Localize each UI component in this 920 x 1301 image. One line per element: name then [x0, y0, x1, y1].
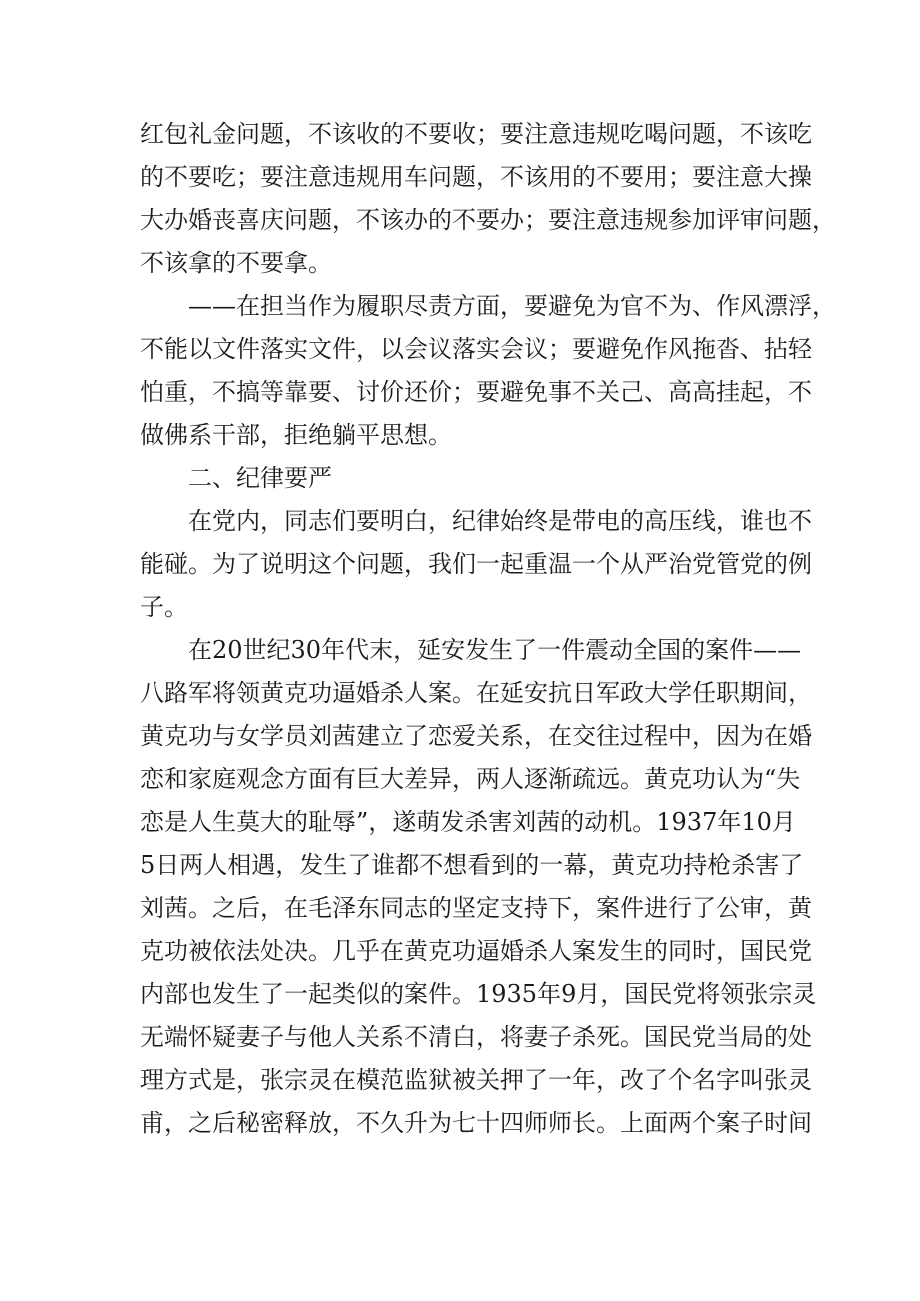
text-line: ——在担当作为履职尽责方面，要避免为官不为、作风漂浮， [188, 292, 836, 320]
text-line: 不能以文件落实文件，以会议落实会议；要避免作风拖沓、拈轻 [140, 335, 812, 363]
text-line: 在党内，同志们要明白，纪律始终是带电的高压线，谁也不 [188, 507, 812, 535]
section-heading: 二、纪律要严 [188, 464, 332, 492]
text-line: 理方式是，张宗灵在模范监狱被关押了一年，改了个名字叫张灵 [140, 1066, 812, 1094]
text-line: 恋和家庭观念方面有巨大差异，两人逐渐疏远。黄克功认为“失 [140, 765, 801, 793]
text-line: 八路军将领黄克功逼婚杀人案。在延安抗日军政大学任职期间， [140, 679, 812, 707]
text-line: 5日两人相遇，发生了谁都不想看到的一幕，黄克功持枪杀害了 [140, 851, 804, 879]
text-line: 内部也发生了一起类似的案件。1935年9月，国民党将领张宗灵 [140, 980, 817, 1008]
text-line: 无端怀疑妻子与他人关系不清白，将妻子杀死。国民党当局的处 [140, 1023, 812, 1051]
text-line: 甫，之后秘密释放，不久升为七十四师师长。上面两个案子时间 [140, 1109, 812, 1137]
text-line: 在20世纪30年代末，延安发生了一件震动全国的案件—— [188, 636, 802, 664]
text-line: 恋是人生莫大的耻辱”，遂萌发杀害刘茜的动机。1937年10月 [140, 808, 796, 836]
text-line: 克功被依法处决。几乎在黄克功逼婚杀人案发生的同时，国民党 [140, 937, 812, 965]
text-line: 红包礼金问题，不该收的不要收；要注意违规吃喝问题，不该吃 [140, 120, 812, 148]
text-line: 黄克功与女学员刘茜建立了恋爱关系，在交往过程中，因为在婚 [140, 722, 812, 750]
text-line: 大办婚丧喜庆问题，不该办的不要办；要注意违规参加评审问题， [140, 206, 836, 234]
text-line: 的不要吃；要注意违规用车问题，不该用的不要用；要注意大操 [140, 163, 812, 191]
text-line: 怕重，不搞等靠要、讨价还价；要避免事不关己、高高挂起，不 [140, 378, 812, 406]
text-line: 不该拿的不要拿。 [140, 249, 332, 277]
text-line: 子。 [140, 593, 188, 621]
text-line: 刘茜。之后，在毛泽东同志的坚定支持下，案件进行了公审，黄 [140, 894, 812, 922]
text-line: 做佛系干部，拒绝躺平思想。 [140, 421, 452, 449]
text-line: 能碰。为了说明这个问题，我们一起重温一个从严治党管党的例 [140, 550, 812, 578]
